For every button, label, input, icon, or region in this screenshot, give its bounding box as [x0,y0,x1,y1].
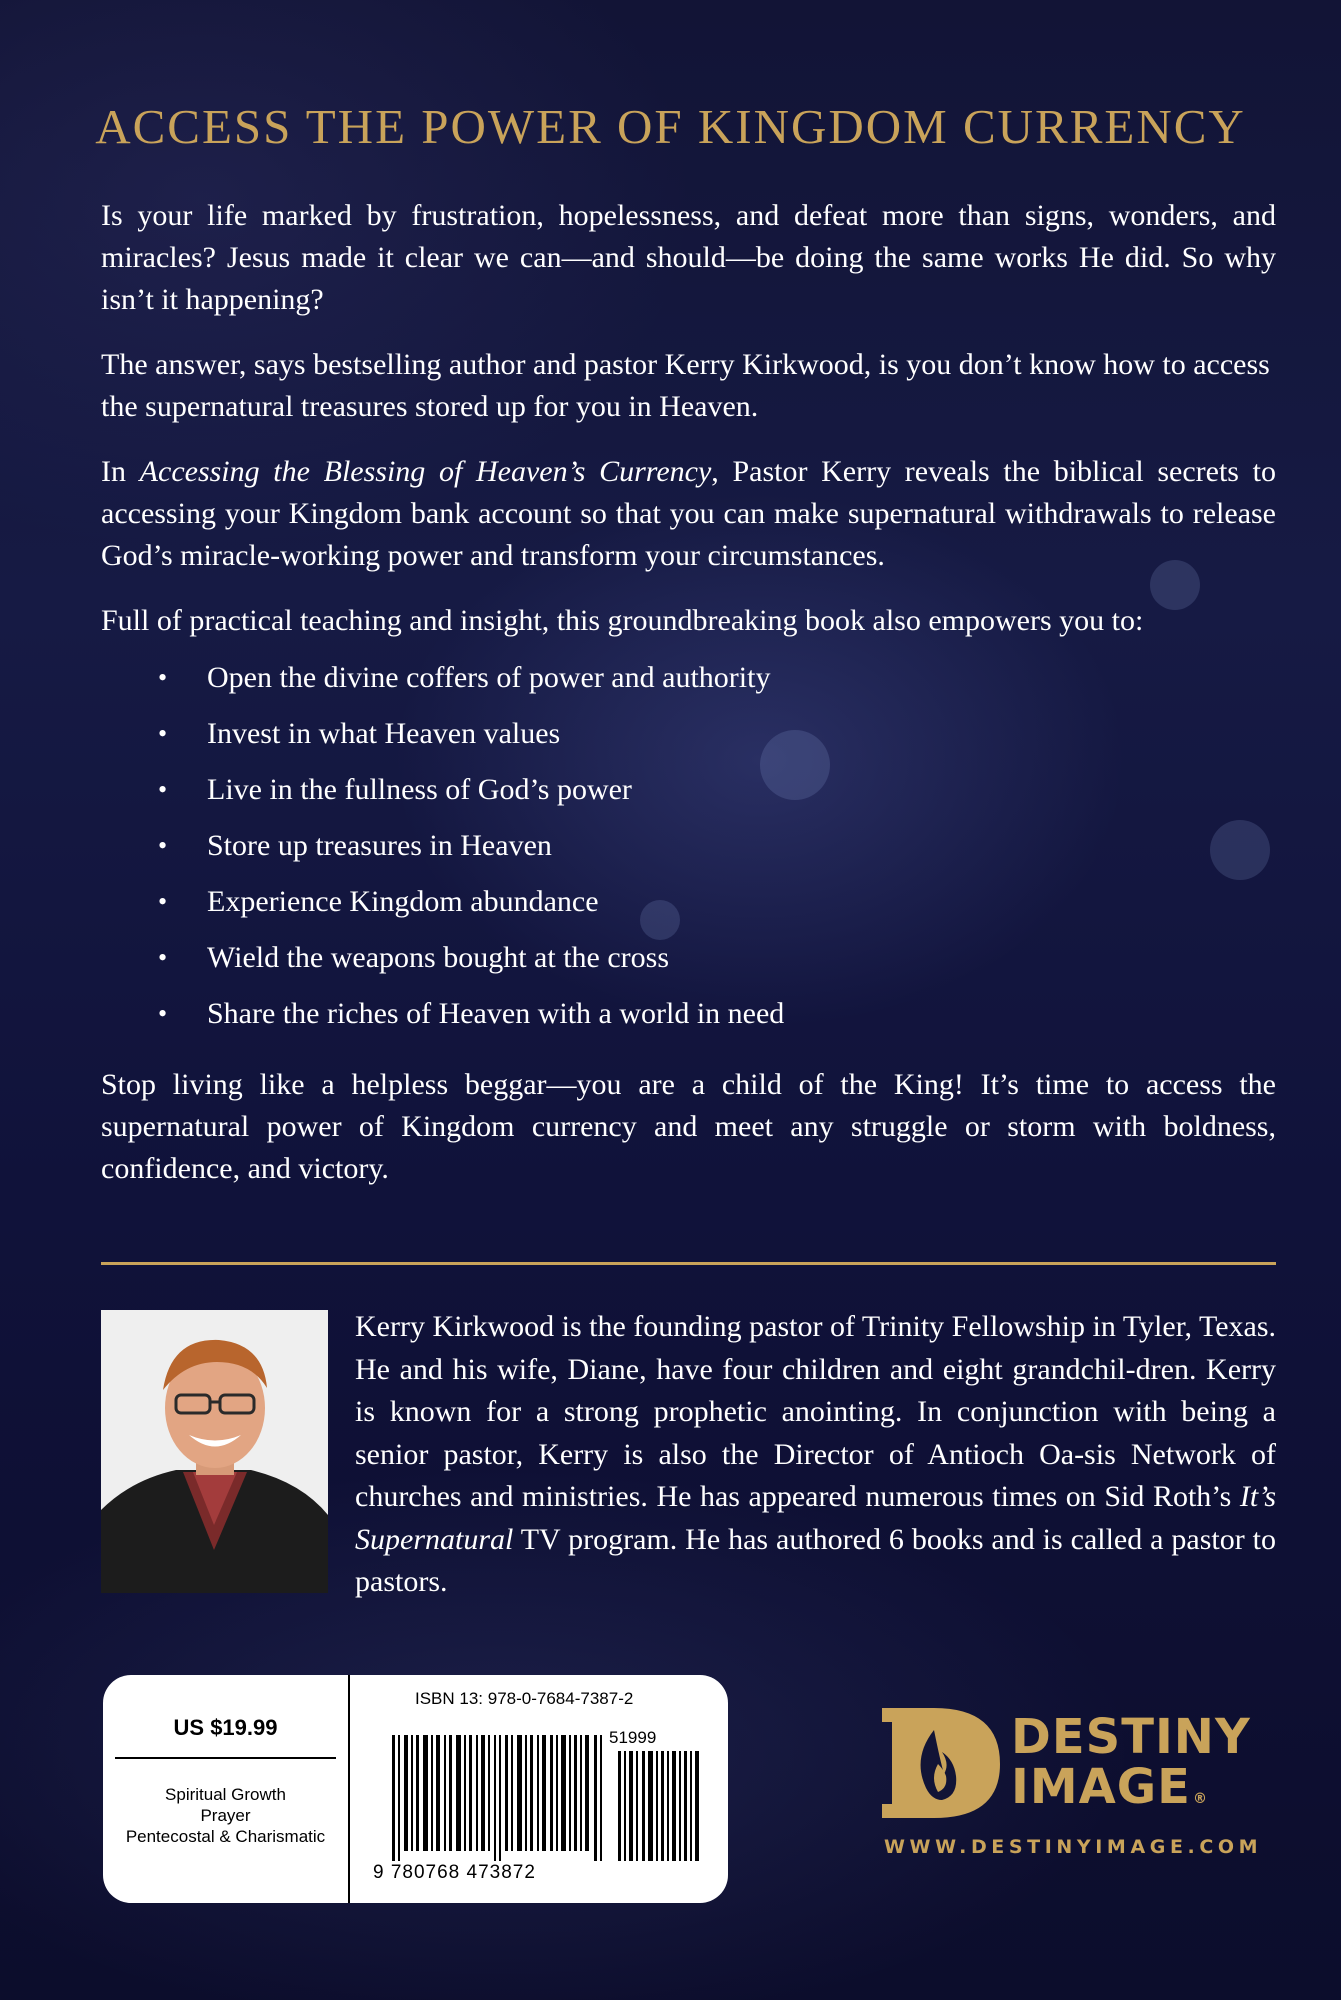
publisher-name-line2: IMAGE [1011,1759,1191,1815]
category-item: Pentecostal & Charismatic [125,1827,326,1846]
bullet-icon: • [158,719,168,748]
bullet-icon: • [158,831,168,860]
list-item-text: Experience Kingdom abundance [207,885,599,918]
gold-divider [101,1262,1276,1265]
list-item [101,990,1276,1046]
book-title: Accessing the Blessing of Heaven’s Currency [139,455,712,488]
paragraph-closing: Stop living like a helpless beggar—you are a child of the King! It’s time to access the supernatural power of Kingdom currency and meet any struggle or storm with boldness, confidence, and victory. [101,1068,1276,1185]
category-item: Spiritual Growth [165,1785,286,1804]
author-bio-start: Kerry Kirkwood is the founding pastor of Trinity Fellowship in Tyler, Texas. He and his wife, Diane, have four children and eight grandchil-dren. Kerry is known for a strong prophetic anointing. In conjunction with being a senior pastor, Kerry is also the Director of Antioch Oa-sis Network of churches and ministries. He has appeared numerous times on Sid Roth’s [355,1310,1276,1513]
list-item-text: Wield the weapons bought at the cross [207,941,670,974]
isbn-label: ISBN 13: 978-0-7684-7387-2 [415,1689,634,1708]
paragraph-book-end: , Pastor Kerry reveals the biblical secrets to accessing your Kingdom bank account so that you can make supernatural withdrawals to release God’s miracle-working power and transform your circumstances. [101,455,1276,572]
author-photo [101,1310,328,1593]
paragraph-book-start: In [101,455,140,488]
tv-program-title: It’s Supernatural [355,1480,1276,1556]
author-bio [355,1306,1276,1604]
category-item: Prayer [200,1806,251,1825]
destiny-image-logo-icon [882,1700,1002,1820]
author-portrait-icon [101,1310,328,1593]
publisher-name-line1: DESTINY [1011,1709,1251,1765]
paragraph-book [101,451,1276,577]
bullet-icon: • [158,887,168,916]
benefit-list [101,654,1276,1046]
panel-divider [348,1675,350,1903]
category-list [103,1784,348,1847]
bullet-icon: • [158,999,168,1028]
author-bio-end: TV program. He has authored 6 books and is called a pastor to pastors. [355,1522,1276,1598]
list-item [101,654,1276,710]
list-item-text: Share the riches of Heaven with a world in need [207,997,785,1030]
list-item-text: Invest in what Heaven values [207,717,561,750]
list-item [101,878,1276,934]
list-item-text: Live in the fullness of God’s power [207,773,632,806]
headline: ACCESS THE POWER OF KINGDOM CURRENCY [95,99,1246,154]
paragraph-lead-in: Full of practical teaching and insight, this groundbreaking book also empowers you to: [101,604,1144,637]
publisher-logo-text [1011,1709,1251,1824]
barcode-number: 9 780768 473872 [373,1862,536,1883]
list-item [101,822,1276,878]
list-item-text: Store up treasures in Heaven [207,829,552,862]
price-label: US $19.99 [115,1715,336,1759]
list-item [101,710,1276,766]
publisher-url: WWW.DESTINYIMAGE.COM [884,1836,1263,1858]
list-item [101,766,1276,822]
description [101,195,1276,1213]
price-barcode-panel [103,1675,728,1903]
list-item-text: Open the divine coffers of power and authority [207,661,771,694]
price-code: 51999 [609,1728,657,1747]
list-item [101,934,1276,990]
paragraph-intro: Is your life marked by frustration, hopelessness, and defeat more than signs, wonders, and miracles? Jesus made it clear we can—and should—be doing the same works He did. So why isn’t it happening? [101,199,1276,316]
registered-mark: ® [1192,1791,1208,1807]
bullet-icon: • [158,775,168,804]
price-section [103,1675,348,1903]
bullet-icon: • [158,663,168,692]
bullet-icon: • [158,943,168,972]
paragraph-answer: The answer, says bestselling author and pastor Kerry Kirkwood, is you don’t know how to access the supernatural treasures stored up for you in Heaven. [101,348,1270,423]
barcode-icon [390,1735,710,1861]
